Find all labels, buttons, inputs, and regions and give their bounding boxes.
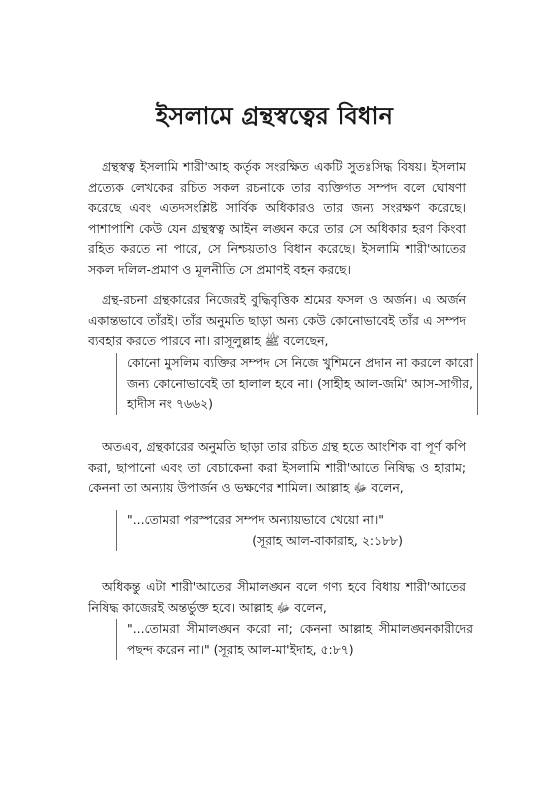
paragraph-prohibition: অতএব, গ্রন্থকারের অনুমতি ছাড়া তার রচিত গ্রন্থ হতে আংশিক বা পূর্ণ কপি করা, ছাপানো এবং তা বেচাকেনা করা ইসলামি শারী'আতে নিষিদ্ধ ও হারাম; কেননা তা অন্যায় উপার্জন ও ভক্ষণের শামিল। আল্লাহ ﷻ বলেন,: [88, 439, 466, 495]
hadith-quote: কোনো মুসলিম ব্যক্তির সম্পদ সে নিজে খুশিমনে প্রদান না করলে কারো জন্য কোনোভাবেই তা হালাল হবে না। (সাহীহ আল-জমি' আস-সাগীর, হাদীস নং ৭৬৬২): [116, 353, 478, 415]
quran-quote-baqarah-text: "...তোমরা পরস্পরের সম্পদ অন্যায়ভাবে খেয়ো না।": [127, 512, 384, 527]
quran-quote-baqarah-reference: (সূরাহ আল-বাকারাহ, ২:১৮৮): [252, 532, 403, 548]
paragraph-transgression: অধিকন্তু এটা শারী'আতের সীমালঙ্ঘন বলে গণ্য হবে বিধায় শারী'আতের নিষিদ্ধ কাজেরই অন্তর্ভুক্ত হবে। আল্লাহ ﷻ বলেন,: [88, 579, 466, 615]
page-title: ইসলামে গ্রন্থস্বত্বের বিধান: [155, 102, 394, 130]
paragraph-intro: গ্রন্থস্বত্ব ইসলামি শারী'আহ কর্তৃক সংরক্ষিত একটি সুতঃসিদ্ধ বিষয়। ইসলাম প্রত্যেক লেখকের রচিত সকল রচনাকে তার ব্যক্তিগত সম্পদ বলে ঘোষণা করেছে এবং এতদসংশ্লিষ্ট সার্বিক অধিকারও তার জন্য সংরক্ষণ করেছে। পাশাপাশি কেউ যেন গ্রন্থস্বত্ব আইন লঙ্ঘন করে তার সে অধিকার হরণ কিংবা রহিত করতে না পারে, সে নিশ্চয়তাও বিধান করেছে। ইসলামি শারী'আতের সকল দলিল-প্রমাণ ও মূলনীতি সে প্রমাণই বহন করছে।: [88, 159, 466, 277]
paragraph-authorship: গ্রন্থ-রচনা গ্রন্থকারের নিজেরই বুদ্ধিবৃত্তিক শ্রমের ফসল ও অর্জন। এ অর্জন একান্তভাবে তাঁরই। তাঁর অনুমতি ছাড়া অন্য কেউ কোনোভাবেই তাঁর এ সম্পদ ব্যবহার করতে পারবে না। রাসূলুল্লাহ ﷺ বলেছেন,: [88, 292, 466, 348]
quran-quote-maidah: "...তোমরা সীমালঙ্ঘন করো না; কেননা আল্লাহ সীমালঙ্ঘনকারীদের পছন্দ করেন না।" (সূরাহ আল-মা'ইদাহ, ৫:৮৭): [116, 619, 473, 660]
quran-quote-baqarah: [116, 510, 473, 551]
